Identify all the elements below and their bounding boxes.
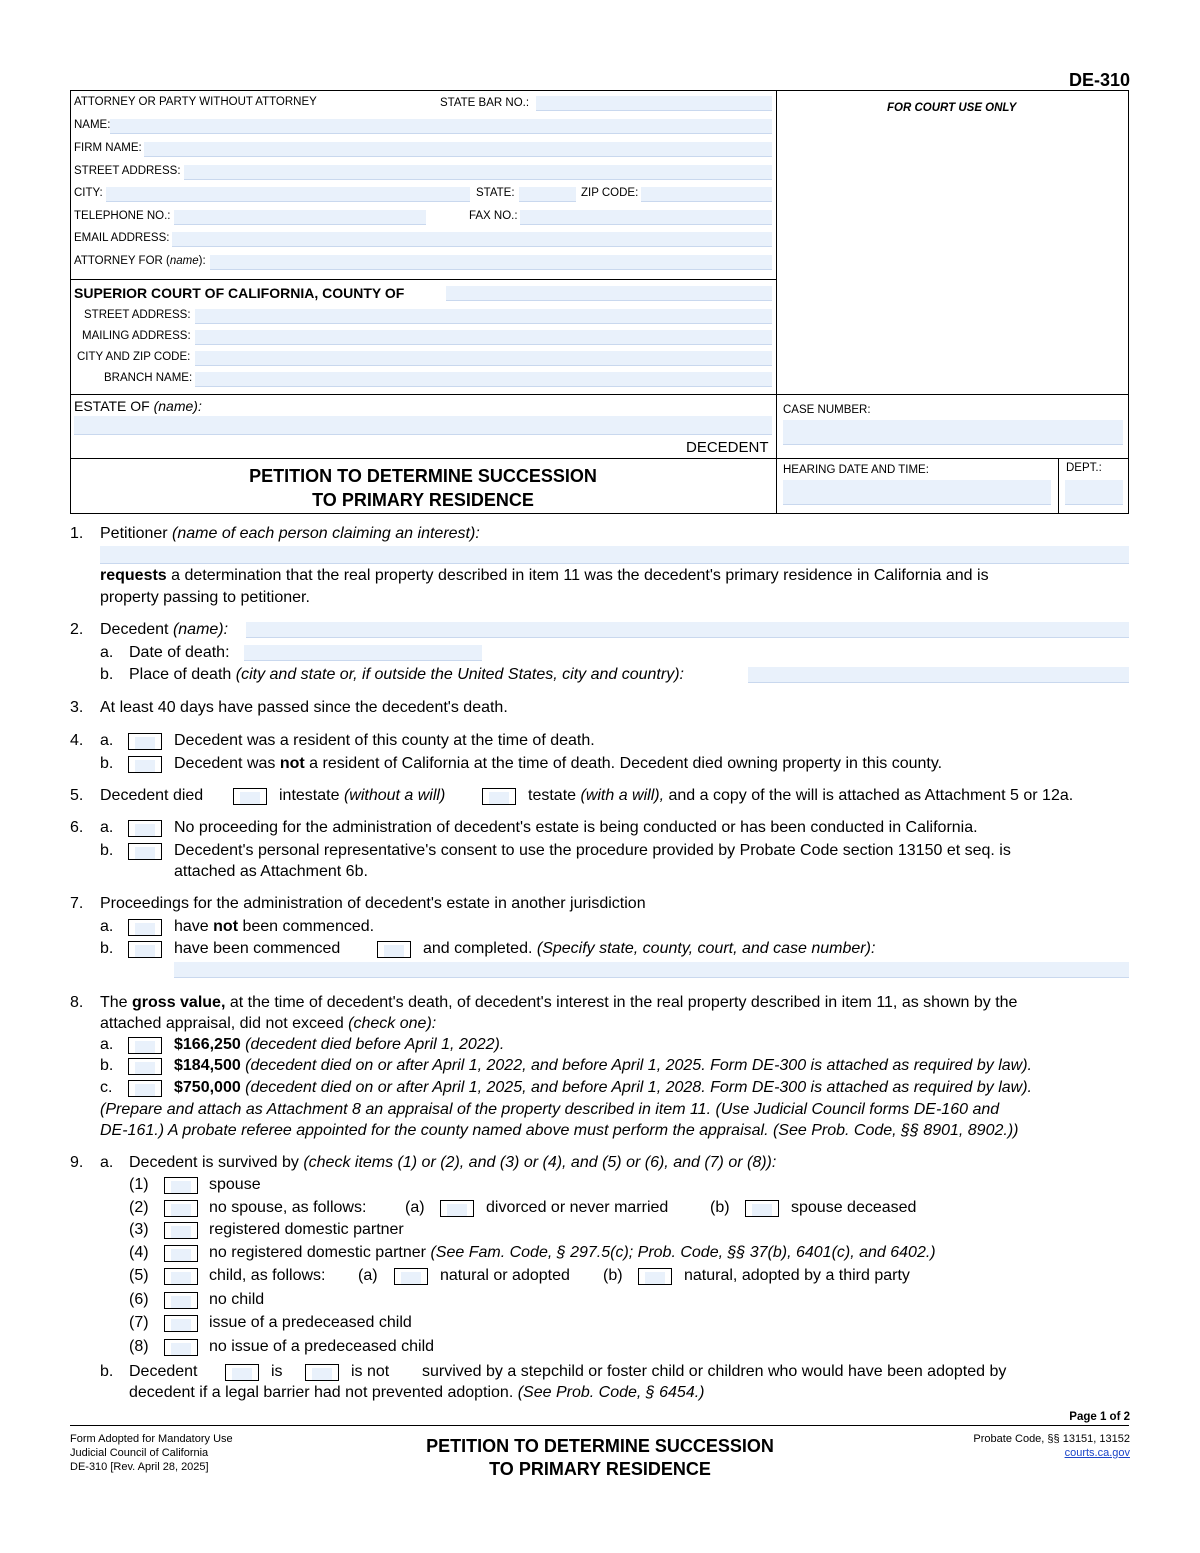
item-8-num: 8.	[70, 994, 84, 1011]
item-1-num: 1.	[70, 525, 84, 542]
court-branch-label: BRANCH NAME:	[104, 372, 193, 384]
item-7b-text: have been commenced	[174, 940, 341, 957]
place-of-death-input[interactable]	[748, 667, 1129, 683]
item-9b-is: is	[271, 1363, 283, 1380]
item-8-text-2: attached appraisal, did not exceed (check one):	[100, 1015, 437, 1032]
item-9-r5b: (b)	[603, 1267, 623, 1284]
item-2b-text: Place of death (city and state or, if outside the United States, city and country):	[129, 666, 684, 683]
item-3-text: At least 40 days have passed since the decedent's death.	[100, 699, 508, 716]
item-9-r4-text: no registered domestic partner (See Fam. Code, § 297.5(c); Prob. Code, §§ 37(b), 6401(c), and 6402.)	[209, 1244, 936, 1261]
checkbox-testate[interactable]	[482, 788, 516, 805]
item-9-r2a: (a)	[405, 1199, 425, 1216]
divider-dept	[1058, 458, 1059, 514]
page-number: Page 1 of 2	[1069, 1411, 1130, 1423]
attorney-header: ATTORNEY OR PARTY WITHOUT ATTORNEY	[74, 96, 317, 108]
item-2b-lbl: b.	[100, 666, 114, 683]
dept-input[interactable]	[1065, 480, 1123, 505]
item-9b-pre: Decedent	[129, 1363, 198, 1380]
item-9-r7: (7)	[129, 1314, 149, 1331]
checkbox-6b[interactable]	[128, 843, 162, 860]
item-6a-lbl: a.	[100, 819, 114, 836]
item-9b-post: survived by a stepchild or foster child or children who would have been adopted by	[422, 1363, 1007, 1380]
item-9-r2a-text: divorced or never married	[486, 1199, 669, 1216]
item-2-label: Decedent (name):	[100, 621, 229, 638]
checkbox-9a4[interactable]	[164, 1245, 198, 1262]
checkbox-9b-isnot[interactable]	[305, 1364, 339, 1381]
item-2a-lbl: a.	[100, 644, 114, 661]
item-1-label: Petitioner (name of each person claiming an interest):	[100, 525, 480, 542]
footer-left: Form Adopted for Mandatory Use Judicial Council of California DE-310 [Rev. April 28, 2025]	[70, 1433, 233, 1473]
form-id: DE-310	[1068, 70, 1130, 90]
firm-input[interactable]	[144, 142, 772, 157]
item-9-r8-text: no issue of a predeceased child	[209, 1338, 435, 1355]
checkbox-9a2b[interactable]	[745, 1200, 779, 1217]
item-2-num: 2.	[70, 621, 84, 638]
checkbox-9a2[interactable]	[164, 1200, 198, 1217]
item-9-r5: (5)	[129, 1267, 149, 1284]
item-9-r5a: (a)	[358, 1267, 378, 1284]
court-use-only: FOR COURT USE ONLY	[887, 102, 1017, 114]
checkbox-8c[interactable]	[128, 1080, 162, 1097]
item-9-r2b: (b)	[710, 1199, 730, 1216]
checkbox-intestate[interactable]	[233, 788, 267, 805]
footer-right: Probate Code, §§ 13151, 13152 courts.ca.gov	[973, 1433, 1130, 1459]
name-label: NAME:	[74, 119, 111, 131]
checkbox-9a6[interactable]	[164, 1292, 198, 1309]
checkbox-8b[interactable]	[128, 1058, 162, 1075]
item-6-num: 6.	[70, 819, 84, 836]
item-8b-text: $184,500 (decedent died on or after April 1, 2022, and before April 1, 2025. Form DE-300 is attached as required by law).	[174, 1057, 1032, 1074]
zip-input[interactable]	[641, 187, 772, 202]
item-9b-isnot: is not	[351, 1363, 390, 1380]
street-label: STREET ADDRESS:	[74, 165, 181, 177]
county-input[interactable]	[446, 286, 772, 301]
zip-label: ZIP CODE:	[581, 187, 639, 199]
state-bar-input[interactable]	[536, 96, 772, 111]
divider-court	[70, 279, 776, 280]
item-9a-text: Decedent is survived by (check items (1) or (2), and (3) or (4), and (5) or (6), and (7) or (8)):	[129, 1154, 777, 1171]
item-9-r3-text: registered domestic partner	[209, 1221, 404, 1238]
court-street-label: STREET ADDRESS:	[84, 309, 191, 321]
decedent-name-input[interactable]	[246, 622, 1129, 638]
checkbox-7b[interactable]	[128, 941, 162, 958]
item-8c-text: $750,000 (decedent died on or after April 1, 2025, and before April 1, 2028. Form DE-300 is attached as required by law).	[174, 1079, 1032, 1096]
court-cityzip-input[interactable]	[195, 351, 772, 366]
item-5-intestate: intestate (without a will)	[279, 787, 446, 804]
checkbox-4a[interactable]	[128, 733, 162, 750]
street-input[interactable]	[184, 165, 772, 180]
checkbox-9a8[interactable]	[164, 1339, 198, 1356]
city-input[interactable]	[106, 187, 470, 202]
email-input[interactable]	[172, 232, 772, 247]
item-8-note-1: (Prepare and attach as Attachment 8 an appraisal of the property described in item 11. (Use Judicial Council forms DE-160 and	[100, 1101, 1000, 1118]
court-street-input[interactable]	[195, 309, 772, 324]
item-8-text: The gross value, at the time of decedent's death, of decedent's interest in the real property described in item 11, as shown by the	[100, 994, 1018, 1011]
item-9-num: 9.	[70, 1154, 84, 1171]
item-2a-text: Date of death:	[129, 644, 230, 661]
item-4a-text: Decedent was a resident of this county at the time of death.	[174, 732, 595, 749]
item-9-r5b-text: natural, adopted by a third party	[684, 1267, 910, 1284]
item-4a-lbl: a.	[100, 732, 114, 749]
item-9-r4: (4)	[129, 1244, 149, 1261]
state-input[interactable]	[519, 187, 576, 202]
item-9-r6: (6)	[129, 1291, 149, 1308]
checkbox-9a2a[interactable]	[440, 1200, 474, 1217]
item-7a-lbl: a.	[100, 918, 114, 935]
item-6b-text: Decedent's personal representative's consent to use the procedure provided by Probate Code section 13150 et seq. is	[174, 842, 1011, 859]
checkbox-8a[interactable]	[128, 1037, 162, 1054]
item-5-pre: Decedent died	[100, 787, 204, 804]
item-6b-text-2: attached as Attachment 6b.	[174, 863, 368, 880]
item-9b-line2: decedent if a legal barrier had not prevented adoption. (See Prob. Code, § 6454.)	[129, 1384, 705, 1401]
item-9-r1: (1)	[129, 1176, 149, 1193]
item-7-num: 7.	[70, 895, 84, 912]
telephone-label: TELEPHONE NO.:	[74, 210, 171, 222]
item-9b-lbl: b.	[100, 1363, 114, 1380]
divider-estate	[70, 394, 1129, 395]
courts-link[interactable]: courts.ca.gov	[1064, 1447, 1130, 1459]
item-9-r1-text: spouse	[209, 1176, 261, 1193]
divider-title	[70, 458, 1129, 459]
item-9-r2-text: no spouse, as follows:	[209, 1199, 367, 1216]
header-divider	[776, 90, 777, 514]
item-1-request: requests a determination that the real property described in item 11 was the decedent's primary residence in California and is	[100, 567, 989, 584]
footer-title: PETITION TO DETERMINE SUCCESSION TO PRIMARY RESIDENCE	[426, 1436, 774, 1479]
court-cityzip-label: CITY AND ZIP CODE:	[77, 351, 191, 363]
form-title: PETITION TO DETERMINE SUCCESSION TO PRIMARY RESIDENCE	[249, 466, 597, 510]
item-8a-lbl: a.	[100, 1036, 114, 1053]
fax-input[interactable]	[520, 210, 772, 225]
fax-label: FAX NO.:	[469, 210, 518, 222]
footer-rule	[70, 1425, 1129, 1426]
court-title: SUPERIOR COURT OF CALIFORNIA, COUNTY OF	[74, 285, 405, 301]
item-3-num: 3.	[70, 699, 84, 716]
checkbox-7b-completed[interactable]	[377, 941, 411, 958]
checkbox-9a1[interactable]	[164, 1177, 198, 1194]
item-9-r2: (2)	[129, 1199, 149, 1216]
item-9-r2b-text: spouse deceased	[791, 1199, 917, 1216]
item-7b-completed: and completed. (Specify state, county, court, and case number):	[423, 940, 876, 957]
checkbox-9a3[interactable]	[164, 1222, 198, 1239]
item-9-r5a-text: natural or adopted	[440, 1267, 570, 1284]
item-9-r8: (8)	[129, 1338, 149, 1355]
item-5-testate: testate (with a will), and a copy of the will is attached as Attachment 5 or 12a.	[528, 787, 1074, 804]
petitioner-input[interactable]	[100, 546, 1129, 564]
checkbox-9a5[interactable]	[164, 1268, 198, 1285]
checkbox-6a[interactable]	[128, 820, 162, 837]
state-label: STATE:	[476, 187, 515, 199]
telephone-input[interactable]	[174, 210, 426, 225]
item-4-num: 4.	[70, 732, 84, 749]
item-8-note-2: DE-161.) A probate referee appointed for the county named above must perform the appraisal. (See Prob. Code, §§ 8901, 8902.))	[100, 1122, 1019, 1139]
estate-label: ESTATE OF (name):	[74, 398, 202, 414]
estate-name-input[interactable]	[74, 416, 772, 435]
item-8c-lbl: c.	[100, 1079, 113, 1096]
case-number-label: CASE NUMBER:	[783, 404, 871, 416]
city-label: CITY:	[74, 187, 103, 199]
item-1-request-2: property passing to petitioner.	[100, 589, 310, 606]
email-label: EMAIL ADDRESS:	[74, 232, 170, 244]
firm-label: FIRM NAME:	[74, 142, 142, 154]
date-of-death-input[interactable]	[244, 645, 482, 661]
hearing-input[interactable]	[783, 480, 1051, 505]
hearing-label: HEARING DATE AND TIME:	[783, 464, 929, 476]
checkbox-9b-is[interactable]	[225, 1364, 259, 1381]
checkbox-7a[interactable]	[128, 919, 162, 936]
item-4b-text: Decedent was not a resident of California at the time of death. Decedent died owning property in this county.	[174, 755, 943, 772]
item-6a-text: No proceeding for the administration of decedent's estate is being conducted or has been conducted in California.	[174, 819, 978, 836]
checkbox-9a7[interactable]	[164, 1315, 198, 1332]
attorney-for-input[interactable]	[210, 255, 772, 270]
item-8b-lbl: b.	[100, 1057, 114, 1074]
item-4b-lbl: b.	[100, 755, 114, 772]
item-5-num: 5.	[70, 787, 84, 804]
item-9-r7-text: issue of a predeceased child	[209, 1314, 412, 1331]
court-mailing-label: MAILING ADDRESS:	[82, 330, 191, 342]
decedent-label: DECEDENT	[686, 439, 769, 456]
jurisdiction-input[interactable]	[174, 962, 1129, 978]
checkbox-9a5b[interactable]	[638, 1268, 672, 1285]
checkbox-4b[interactable]	[128, 756, 162, 773]
item-7b-lbl: b.	[100, 940, 114, 957]
item-9-r6-text: no child	[209, 1291, 265, 1308]
item-6b-lbl: b.	[100, 842, 114, 859]
court-branch-input[interactable]	[195, 372, 772, 387]
state-bar-label: STATE BAR NO.:	[440, 97, 530, 109]
item-7a-text: have not been commenced.	[174, 918, 375, 935]
attorney-for-label: ATTORNEY FOR (name):	[74, 255, 206, 267]
name-input[interactable]	[110, 119, 772, 134]
checkbox-9a5a[interactable]	[394, 1268, 428, 1285]
court-mailing-input[interactable]	[195, 330, 772, 345]
case-number-input[interactable]	[783, 420, 1123, 445]
dept-label: DEPT.:	[1066, 462, 1102, 474]
item-8a-text: $166,250 (decedent died before April 1, 2022).	[174, 1036, 505, 1053]
item-9-r3: (3)	[129, 1221, 149, 1238]
item-7-text: Proceedings for the administration of decedent's estate in another jurisdiction	[100, 895, 646, 912]
item-9-r5-text: child, as follows:	[209, 1267, 326, 1284]
item-9a-lbl: a.	[100, 1154, 114, 1171]
